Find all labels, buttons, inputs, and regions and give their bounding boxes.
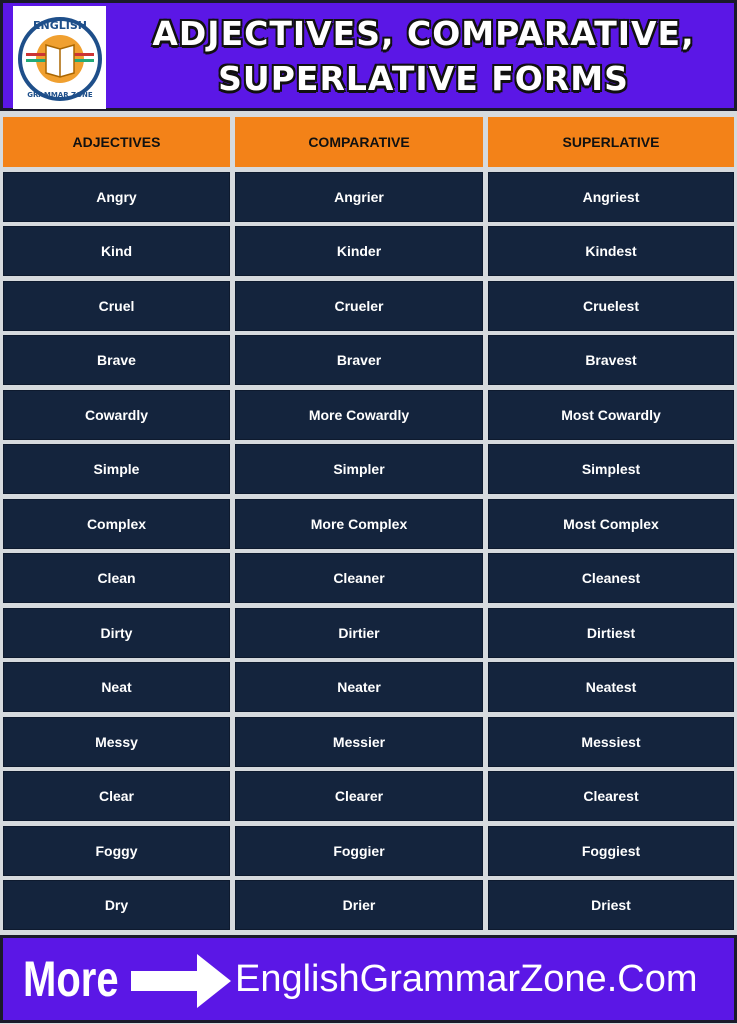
adjective-cell: Clean xyxy=(3,553,230,603)
superlative-cell: Neatest xyxy=(488,662,734,712)
superlative-cell: Most Cowardly xyxy=(488,390,734,440)
comparative-cell: Kinder xyxy=(235,226,483,276)
adjective-cell: Dry xyxy=(3,880,230,930)
column-header: ADJECTIVES xyxy=(3,117,230,167)
comparative-cell: Crueler xyxy=(235,281,483,331)
title-line-2: SUPERLATIVE FORMS xyxy=(218,59,629,98)
superlative-cell: Simplest xyxy=(488,444,734,494)
superlative-cell: Cruelest xyxy=(488,281,734,331)
column-header: SUPERLATIVE xyxy=(488,117,734,167)
comparative-cell: Foggier xyxy=(235,826,483,876)
adjective-cell: Neat xyxy=(3,662,230,712)
superlative-cell: Clearest xyxy=(488,771,734,821)
superlative-cell: Bravest xyxy=(488,335,734,385)
footer-banner xyxy=(0,935,737,1023)
svg-text:ENGLISH: ENGLISH xyxy=(32,18,87,32)
superlative-cell: Dirtiest xyxy=(488,608,734,658)
header-banner xyxy=(0,0,737,111)
superlative-cell: Foggiest xyxy=(488,826,734,876)
adjective-cell: Messy xyxy=(3,717,230,767)
adjective-cell: Cowardly xyxy=(3,390,230,440)
comparative-cell: Messier xyxy=(235,717,483,767)
comparative-cell: Drier xyxy=(235,880,483,930)
superlative-cell: Messiest xyxy=(488,717,734,767)
superlative-cell: Cleanest xyxy=(488,553,734,603)
page-title xyxy=(113,11,734,101)
adjective-cell: Cruel xyxy=(3,281,230,331)
comparative-cell: Angrier xyxy=(235,172,483,222)
superlative-cell: Driest xyxy=(488,880,734,930)
adjective-cell: Dirty xyxy=(3,608,230,658)
adjective-cell: Clear xyxy=(3,771,230,821)
comparative-cell: Cleaner xyxy=(235,553,483,603)
svg-text:GRAMMAR ZONE: GRAMMAR ZONE xyxy=(26,90,93,99)
comparative-cell: Dirtier xyxy=(235,608,483,658)
adjective-cell: Brave xyxy=(3,335,230,385)
comparative-cell: Neater xyxy=(235,662,483,712)
title-line-1: ADJECTIVES, COMPARATIVE, xyxy=(152,14,695,53)
comparative-cell: More Complex xyxy=(235,499,483,549)
column-header: COMPARATIVE xyxy=(235,117,483,167)
logo xyxy=(13,6,106,109)
superlative-cell: Kindest xyxy=(488,226,734,276)
adjective-cell: Simple xyxy=(3,444,230,494)
comparative-cell: Simpler xyxy=(235,444,483,494)
adjective-cell: Kind xyxy=(3,226,230,276)
adjectives-table xyxy=(3,117,734,930)
website-link[interactable]: EnglishGrammarZone.Com xyxy=(235,958,698,1000)
comparative-cell: Braver xyxy=(235,335,483,385)
arrow-right-icon xyxy=(131,954,231,1008)
superlative-cell: Most Complex xyxy=(488,499,734,549)
superlative-cell: Angriest xyxy=(488,172,734,222)
comparative-cell: More Cowardly xyxy=(235,390,483,440)
adjective-cell: Foggy xyxy=(3,826,230,876)
more-label: More xyxy=(23,951,119,1007)
comparative-cell: Clearer xyxy=(235,771,483,821)
book-logo-icon xyxy=(16,9,104,107)
adjective-cell: Complex xyxy=(3,499,230,549)
adjective-cell: Angry xyxy=(3,172,230,222)
